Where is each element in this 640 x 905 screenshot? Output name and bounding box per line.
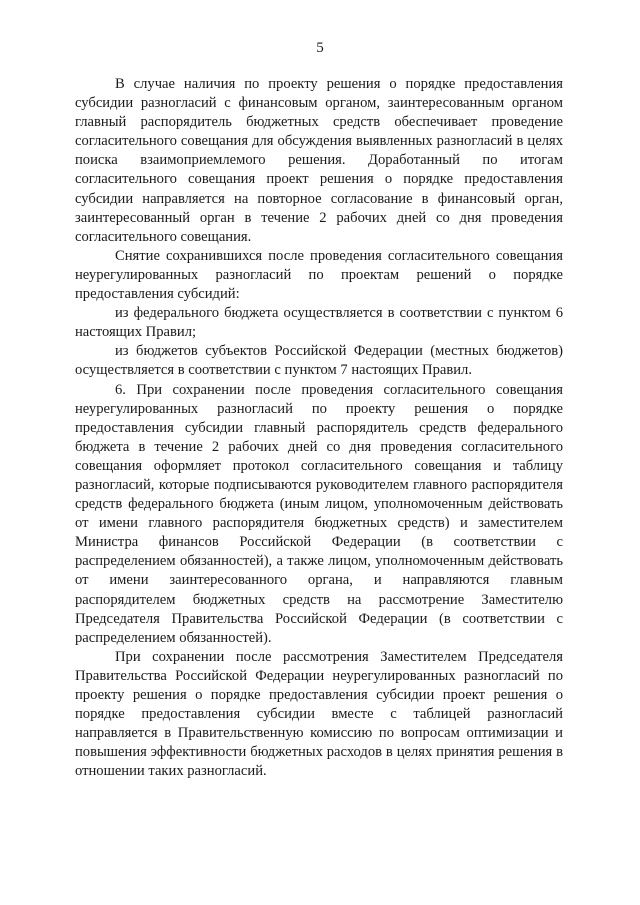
paragraph-disagreements-meeting: В случае наличия по проекту решения о порядке предоставления субсидии разногласий с финансовым органом, заинтересованным органом главный распорядитель бюджетных средств обеспечивает проведение согласительного совещания для обсуждения выявленных разногласий в целях поиска взаимоприемлемого решения. Доработанный по итогам согласительного совещания проект решения о порядке предоставления субсидии направляется на повторное согласование в финансовый орган, заинтересованный орган в течение 2 рабочих дней со дня проведения согласительного совещания. <box>75 76 563 245</box>
paragraph-regional-budgets: из бюджетов субъектов Российской Федерации (местных бюджетов) осуществляется в соответствии с пунктом 7 настоящих Правил. <box>75 343 563 379</box>
paragraph-federal-budget: из федерального бюджета осуществляется в соответствии с пунктом 6 настоящих Правил; <box>75 305 563 341</box>
document-body <box>75 75 563 781</box>
page-number: 5 <box>316 40 324 56</box>
paragraph-item-6: 6. При сохранении после проведения согласительного совещания неурегулированных разногласий по проекту решения о порядке предоставления субсидии главный распорядитель средств федерального бюджета в течение 2 рабочих дней со дня проведения согласительного совещания оформляет протокол согласительного совещания и таблицу разногласий, которые подписываются руководителем главного распорядителя средств федерального бюджета (иным лицом, уполномоченным действовать от имени главного распорядителя бюджетных средств) и заместителем Министра финансов Российской Федерации (в соответствии с распределением обязанностей), а также лицом, уполномоченным действовать от имени заинтересованного органа, и направляются главным распорядителем бюджетных средств на рассмотрение Заместителю Председателя Правительства Российской Федерации (в соответствии с распределением обязанностей). <box>75 381 563 646</box>
paragraph-government-commission: При сохранении после рассмотрения Заместителем Председателя Правительства Российской Федерации неурегулированных разногласий по проекту решения о порядке предоставления субсидии проект решения о порядке предоставления субсидии вместе с таблицей разногласий направляется в Правительственную комиссию по вопросам оптимизации и повышения эффективности бюджетных расходов в целях принятия решения в отношении таких разногласий. <box>75 648 563 780</box>
paragraph-removal-of-disagreements: Снятие сохранившихся после проведения согласительного совещания неурегулированных разногласий по проектам решений о порядке предоставления субсидий: <box>75 247 563 303</box>
